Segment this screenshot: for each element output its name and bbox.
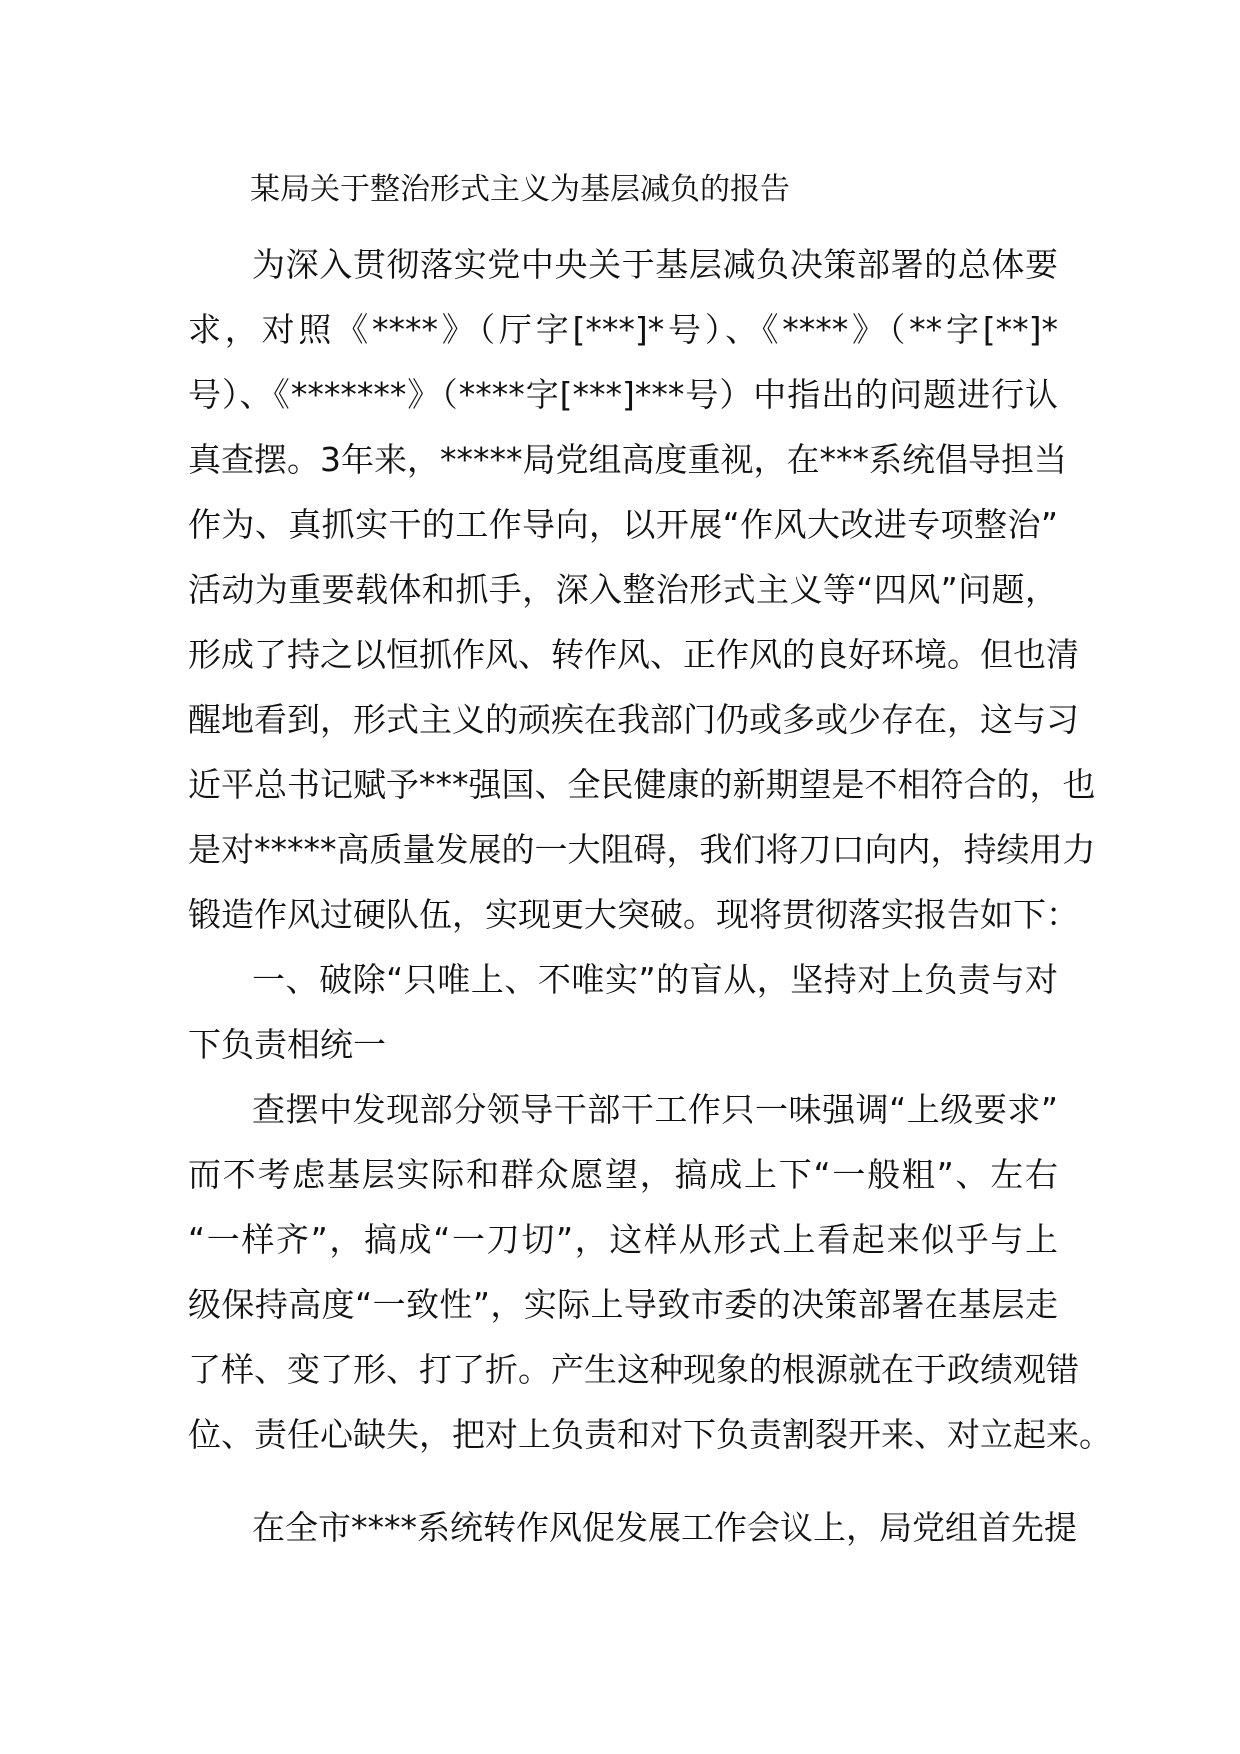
heading-line: 下负责相统一 [188, 1025, 386, 1064]
text-line: 活动为重要载体和抓手，深入整治形式主义等“四风”问题， [188, 570, 1058, 609]
text-line: 了样、变了形、打了折。产生这种现象的根源就在于政绩观错 [188, 1350, 1079, 1389]
heading-line: 一、破除“只唯上、不唯实”的盲从，坚持对上负责与对 [252, 960, 1058, 999]
text-line: 在全市****系统转作风促发展工作会议上，局党组首先提 [252, 1508, 1077, 1547]
document-body [188, 170, 1112, 1560]
text-line: 醒地看到，形式主义的顽疾在我部门仍或多或少存在，这与习 [188, 700, 1079, 739]
text-line: 而不考虑基层实际和群众愿望，搞成上下“一般粗”、左右 [188, 1155, 1058, 1194]
text-line: 位、责任心缺失，把对上负责和对下负责割裂开来、对立起来。 [188, 1415, 1112, 1454]
text-line: 形成了持之以恒抓作风、转作风、正作风的良好环境。但也清 [188, 635, 1079, 674]
text-line: 号）、《*******》（****字[***]***号）中指出的问题进行认 [188, 375, 1058, 414]
text-line: “一样齐”，搞成“一刀切”，这样从形式上看起来似乎与上 [188, 1220, 1058, 1259]
document-title: 某局关于整治形式主义为基层减负的报告 [250, 172, 790, 207]
text-line: 求，对照《****》（厅字[***]*号）、《****》（**字[**]* [188, 310, 1058, 349]
text-line: 查摆中发现部分领导干部干工作只一味强调“上级要求” [252, 1090, 1058, 1129]
paragraph-spacer [188, 1467, 1058, 1495]
text-line: 锻造作风过硬队伍，实现更大突破。现将贯彻落实报告如下： [188, 895, 1079, 934]
text-line: 作为、真抓实干的工作导向，以开展“作风大改进专项整治” [188, 505, 1058, 544]
paragraph-findings [188, 1077, 1112, 1467]
text-line: 为深入贯彻落实党中央关于基层减负决策部署的总体要 [252, 245, 1058, 284]
paragraph-meeting [188, 1495, 1077, 1560]
paragraph-intro [188, 232, 1096, 947]
text-line: 真查摆。3年来，*****局党组高度重视，在***系统倡导担当 [188, 440, 1067, 479]
text-line: 近平总书记赋予***强国、全民健康的新期望是不相符合的，也 [188, 765, 1096, 804]
section-heading-1 [188, 947, 1058, 1077]
text-line: 是对*****高质量发展的一大阻碍，我们将刀口向内，持续用力 [188, 830, 1096, 869]
text-line: 级保持高度“一致性”，实际上导致市委的决策部署在基层走 [188, 1285, 1058, 1324]
